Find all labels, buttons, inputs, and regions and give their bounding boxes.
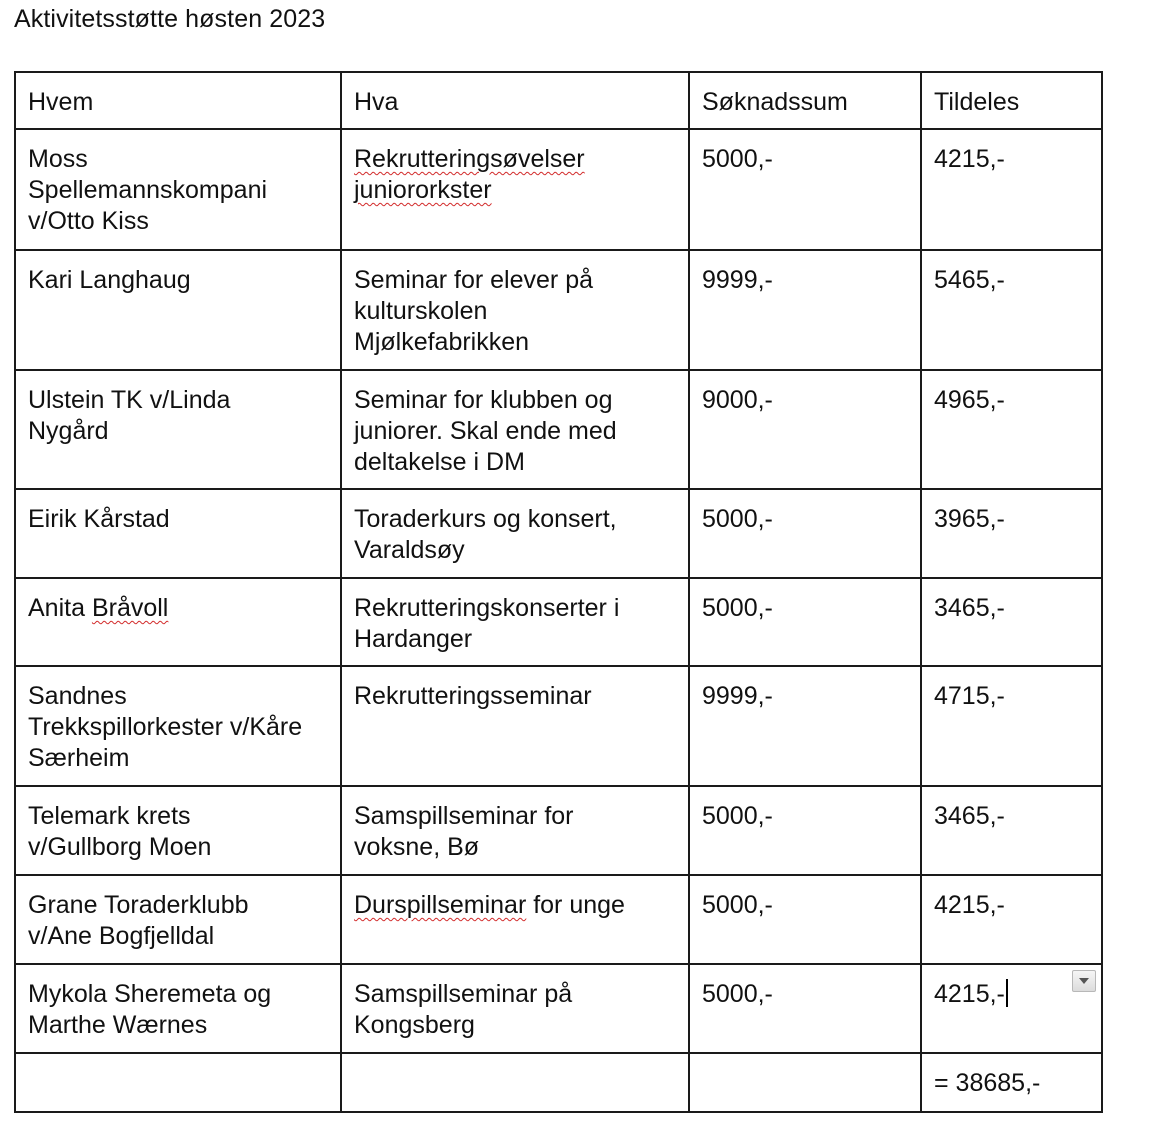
cell-what[interactable] (341, 964, 689, 1053)
spellcheck-flagged-text[interactable]: Rekrutteringsøvelser (354, 145, 585, 173)
table-row (15, 489, 1102, 578)
header-cell-who[interactable] (15, 72, 341, 129)
cell-applied-empty[interactable] (689, 1053, 921, 1112)
cell-text: Trekkspillorkester v/Kåre (28, 713, 303, 741)
cell-text: kulturskolen (354, 297, 488, 325)
cell-text: Moss (28, 145, 88, 173)
cell-awarded-active[interactable] (921, 964, 1102, 1053)
cell-who[interactable] (15, 370, 341, 489)
cell-text: Kongsberg (354, 1011, 475, 1039)
cell-applied[interactable] (689, 578, 921, 666)
cell-applied[interactable] (689, 129, 921, 250)
cell-what[interactable] (341, 370, 689, 489)
cell-awarded[interactable] (921, 370, 1102, 489)
cell-applied[interactable] (689, 489, 921, 578)
cell-awarded[interactable] (921, 578, 1102, 666)
document-title: Aktivitetsstøtte høsten 2023 (14, 5, 326, 33)
spellcheck-flagged-text[interactable]: Bråvoll (91, 594, 169, 622)
cell-text: 4215,- (934, 145, 1005, 173)
cell-who[interactable] (15, 250, 341, 370)
cell-text: Kari Langhaug (28, 266, 191, 294)
cell-applied[interactable] (689, 875, 921, 964)
cell-who-empty[interactable] (15, 1053, 341, 1112)
cell-text: Seminar for klubben og (354, 386, 613, 414)
cell-what-empty[interactable] (341, 1053, 689, 1112)
cell-total-awarded[interactable] (921, 1053, 1102, 1112)
spellcheck-flagged-text[interactable]: Durspillseminar (354, 891, 527, 919)
cell-who[interactable] (15, 489, 341, 578)
cell-what[interactable] (341, 875, 689, 964)
cell-text: for unge (526, 891, 625, 919)
cell-applied[interactable] (689, 786, 921, 875)
header-label: Søknadssum (702, 88, 848, 116)
cell-who[interactable] (15, 786, 341, 875)
cell-text: Rekrutteringskonserter i (354, 594, 620, 622)
cell-text: v/Otto Kiss (28, 207, 149, 235)
total-sum: = 38685,- (934, 1069, 1041, 1097)
cell-text: 3465,- (934, 802, 1005, 830)
table-row (15, 786, 1102, 875)
table-row (15, 250, 1102, 370)
cell-text: 5000,- (702, 145, 773, 173)
grant-table (14, 71, 1103, 1113)
table-row (15, 875, 1102, 964)
cell-text: Mykola Sheremeta og (28, 980, 272, 1008)
cell-text: 5000,- (702, 980, 773, 1008)
cell-awarded[interactable] (921, 250, 1102, 370)
cell-text: voksne, Bø (354, 833, 480, 861)
cell-text: 4215,- (934, 980, 1005, 1008)
cell-what[interactable] (341, 129, 689, 250)
cell-who[interactable] (15, 666, 341, 786)
cell-what[interactable] (341, 250, 689, 370)
cell-what[interactable] (341, 666, 689, 786)
cell-text: Nygård (28, 417, 109, 445)
cell-applied[interactable] (689, 250, 921, 370)
cell-what[interactable] (341, 786, 689, 875)
cell-what[interactable] (341, 489, 689, 578)
cell-text: 4715,- (934, 682, 1005, 710)
cell-text: Spellemannskompani (28, 176, 268, 204)
cell-awarded[interactable] (921, 875, 1102, 964)
table-row (15, 129, 1102, 250)
cell-who[interactable] (15, 964, 341, 1053)
cell-text: Mjølkefabrikken (354, 328, 530, 356)
cell-dropdown-button[interactable] (1072, 970, 1096, 992)
cell-text: Særheim (28, 744, 130, 772)
cell-text: Marthe Wærnes (28, 1011, 208, 1039)
text-cursor (1006, 979, 1008, 1007)
cell-text: 3465,- (934, 594, 1005, 622)
cell-text: 5000,- (702, 594, 773, 622)
cell-awarded[interactable] (921, 666, 1102, 786)
cell-text: 5465,- (934, 266, 1005, 294)
cell-who[interactable] (15, 578, 341, 666)
table-row (15, 666, 1102, 786)
cell-text: Anita (28, 594, 92, 622)
cell-applied[interactable] (689, 964, 921, 1053)
table-row (15, 964, 1102, 1053)
cell-text: juniorer. Skal ende med (354, 417, 617, 445)
cell-text: deltakelse i DM (354, 448, 525, 476)
spellcheck-flagged-text[interactable]: juniororkster (354, 176, 492, 204)
cell-text: 9999,- (702, 266, 773, 294)
cell-text: Seminar for elever på (354, 266, 594, 294)
cell-text: 9999,- (702, 682, 773, 710)
cell-applied[interactable] (689, 666, 921, 786)
cell-text: Sandnes (28, 682, 127, 710)
cell-text: 4965,- (934, 386, 1005, 414)
cell-text: Samspillseminar på (354, 980, 573, 1008)
cell-text: Ulstein TK v/Linda (28, 386, 231, 414)
cell-text: 4215,- (934, 891, 1005, 919)
cell-text: v/Ane Bogfjelldal (28, 922, 215, 950)
cell-text: 5000,- (702, 505, 773, 533)
table-row (15, 578, 1102, 666)
cell-who[interactable] (15, 129, 341, 250)
cell-text: 9000,- (702, 386, 773, 414)
header-cell-applied[interactable] (689, 72, 921, 129)
cell-text: 5000,- (702, 891, 773, 919)
cell-text: 5000,- (702, 802, 773, 830)
table-row (15, 370, 1102, 489)
cell-text: Eirik Kårstad (28, 505, 170, 533)
header-row (15, 72, 1102, 129)
cell-text: Toraderkurs og konsert, (354, 505, 617, 533)
total-row (15, 1053, 1102, 1112)
cell-text: Varaldsøy (354, 536, 465, 564)
header-label: Hva (354, 88, 399, 116)
header-label: Tildeles (934, 88, 1020, 116)
cell-text: v/Gullborg Moen (28, 833, 212, 861)
cell-awarded[interactable] (921, 129, 1102, 250)
cell-text: 3965,- (934, 505, 1005, 533)
cell-who[interactable] (15, 875, 341, 964)
cell-text: Rekrutteringsseminar (354, 682, 592, 710)
header-cell-what[interactable] (341, 72, 689, 129)
cell-applied[interactable] (689, 370, 921, 489)
cell-what[interactable] (341, 578, 689, 666)
header-cell-awarded[interactable] (921, 72, 1102, 129)
cell-text: Telemark krets (28, 802, 191, 830)
cell-awarded[interactable] (921, 786, 1102, 875)
cell-text: Samspillseminar for (354, 802, 574, 830)
cell-text: Hardanger (354, 625, 473, 653)
cell-text: Grane Toraderklubb (28, 891, 249, 919)
cell-awarded[interactable] (921, 489, 1102, 578)
header-label: Hvem (28, 88, 94, 116)
